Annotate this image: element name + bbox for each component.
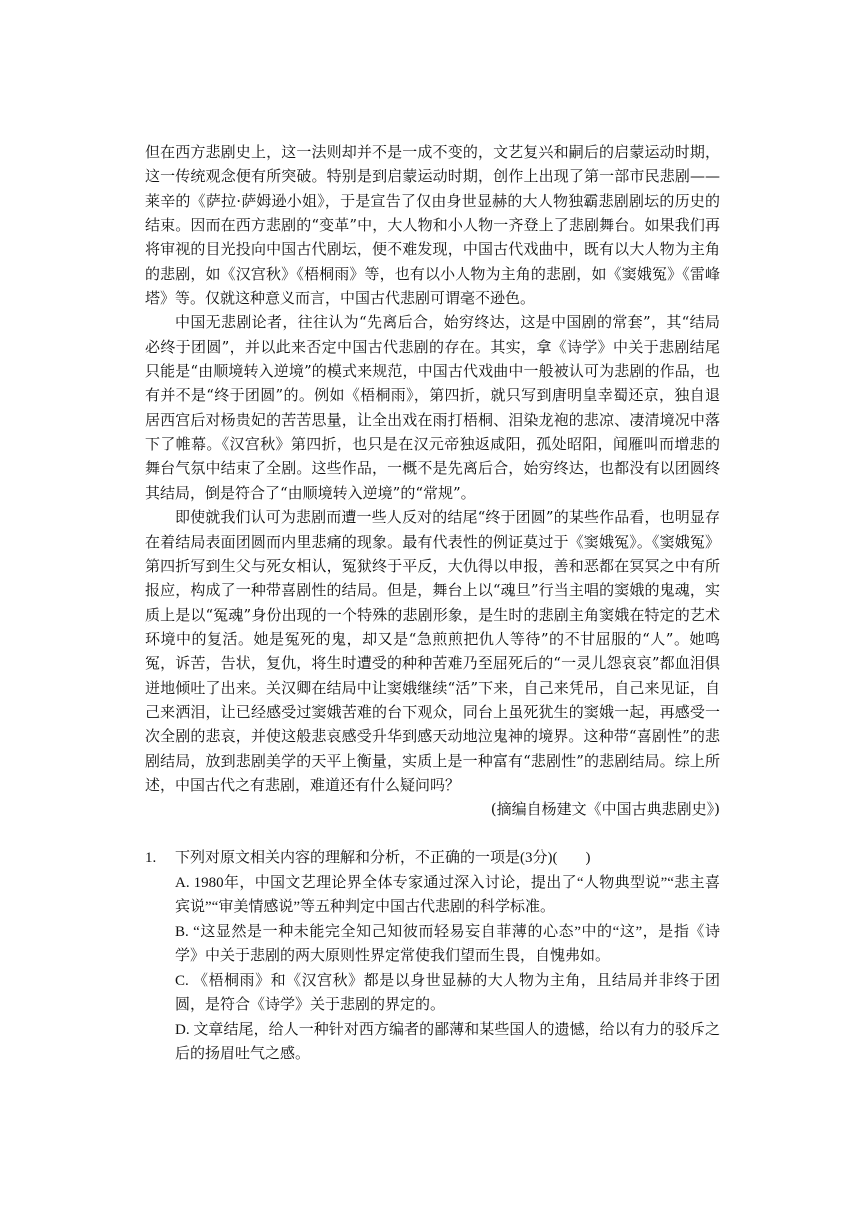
passage-paragraph-2: 中国无悲剧论者，往往认为“先离后合，始穷终达，这是中国剧的常套”，其“结局必终于团圆”，并以此来否定中国古代悲剧的存在。其实，拿《诗学》中关于悲剧结尾只能是“由顺境转入逆境”的模式来规范，中国古代戏曲中一般被认可为悲剧的作品，也有并不是“终于团圆”的。例如《梧桐雨》，第四折，就只写到唐明皇幸蜀还京，独自退居西宫后对杨贵妃的苦苦思量，让全出戏在雨打梧桐、泪染龙袍的悲凉、凄清境况中落下了帷幕。《汉宫秋》第四折，也只是在汉元帝独返咸阳，孤处昭阳，闻雁叫而增悲的舞台气氛中结束了全剧。这些作品，一概不是先离后合，始穷终达，也都没有以团圆终其结局，倒是符合了“由顺境转入逆境”的“常规”。: [145, 313, 720, 502]
passage-paragraph-3: 即使就我们认可为悲剧而遭一些人反对的结尾“终于团圆”的某些作品看，也明显存在着结局表面团圆而内里悲痛的现象。最有代表性的例证莫过于《窦娥冤》。《窦娥冤》第四折写到生父与死女相认，冤狱终于平反，大仇得以申报，善和恶都在冥冥之中有所报应，构成了一种带喜剧性的结局。但是，舞台上以“魂旦”行当主唱的窦娥的鬼魂，实质上是以“冤魂”身份出现的一个特殊的悲剧形象，是生时的悲剧主角窦娥在特定的艺术环境中的复活。她是冤死的鬼，却又是“急煎煎把仇人等待”的不甘屈服的“人”。她鸣冤，诉苦，告状，复仇，将生时遭受的种种苦难乃至屈死后的“一灵儿怨哀哀”都血泪俱迸地倾吐了出来。关汉卿在结局中让窦娥继续“活”下来，自己来凭吊，自己来见证，自己来洒泪，让已经感受过窦娥苦难的台下观众，同台上虽死犹生的窦娥一起，再感受一次全剧的悲哀，并使这般悲哀感受升华到感天动地泣鬼神的境界。这种带“喜剧性”的悲剧结局，放到悲剧美学的天平上衡量，实质上是一种富有“悲剧性”的悲剧结局。综上所述，中国古代之有悲剧，难道还有什么疑问吗？: [145, 508, 720, 794]
question-number: 1.: [145, 850, 157, 866]
question-stem-close: ): [585, 850, 591, 866]
passage: [145, 140, 720, 822]
passage-paragraph-1: 但在西方悲剧史上，这一法则却并不是一成不变的，文艺复兴和嗣后的启蒙运动时期，这一传统观念便有所突破。特别是到启蒙运动时期，创作上出现了第一部市民悲剧——莱辛的《萨拉·萨姆逊小姐》，于是宣告了仅由身世显赫的大人物独霸悲剧剧坛的历史的结束。因而在西方悲剧的“变革”中，大人物和小人物一齐登上了悲剧舞台。如果我们再将审视的目光投向中国古代剧坛，便不难发现，中国古代戏曲中，既有以大人物为主角的悲剧，如《汉宫秋》《梧桐雨》等，也有以小人物为主角的悲剧，如《窦娥冤》《雷峰塔》等。仅就这种意义而言，中国古代悲剧可谓毫不逊色。: [145, 143, 720, 308]
option-a[interactable]: A. 1980年，中国文艺理论界全体专家通过深入讨论，提出了“人物典型说”“悲主喜宾说”“审美情感说”等五种判定中国古代悲剧的科学标准。: [175, 874, 720, 915]
option-b[interactable]: B. “这显然是一种未能完全知己知彼而轻易妄自菲薄的心态”中的“这”，是指《诗学》中关于悲剧的两大原则性界定常使我们望而生畏，自愧弗如。: [175, 923, 720, 964]
option-d[interactable]: D. 文章结尾，给人一种针对西方编者的鄙薄和某些国人的遗憾，给以有力的驳斥之后的扬眉吐气之感。: [175, 1021, 720, 1062]
question-options: [175, 871, 720, 1067]
question-1: [145, 846, 720, 1067]
question-stem: [145, 846, 720, 871]
question-text: [175, 846, 720, 871]
option-c[interactable]: C. 《梧桐雨》和《汉宫秋》都是以身世显赫的大人物为主角，且结局并非终于团圆，是符合《诗学》关于悲剧的界定的。: [175, 972, 720, 1013]
question-stem-text: 下列对原文相关内容的理解和分析，不正确的一项是(3分)(: [175, 850, 558, 866]
passage-source: (摘编自杨建文《中国古典悲剧史》): [490, 800, 720, 819]
